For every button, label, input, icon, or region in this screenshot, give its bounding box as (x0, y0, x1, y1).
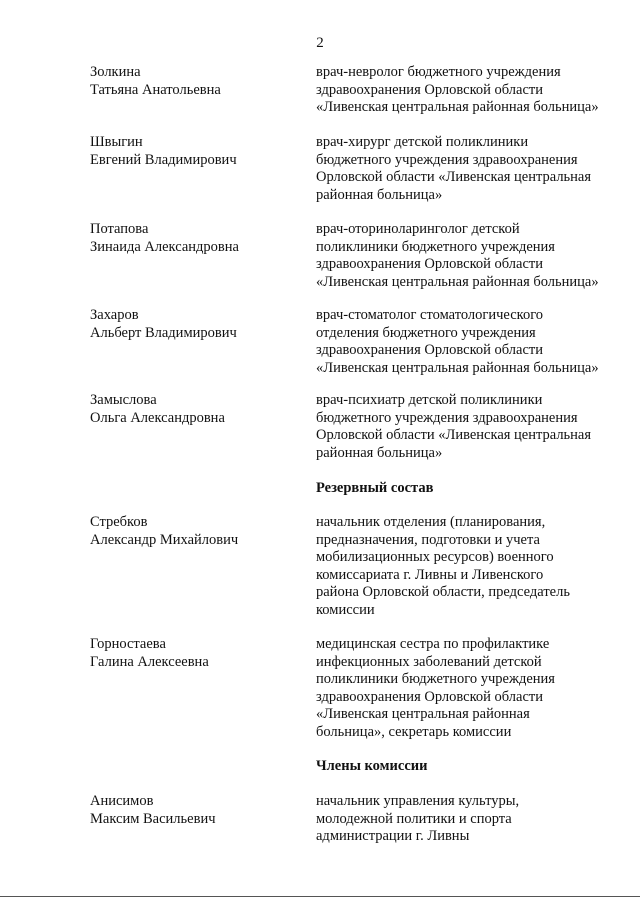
position-line: врач-стоматолог стоматологического (316, 307, 544, 323)
member-position (316, 221, 626, 291)
position-line: «Ливенская центральная районная больница» (316, 273, 599, 290)
position-line: бюджетного учреждения здравоохранения (316, 409, 578, 426)
position-line: врач-оториноларинголог детской (316, 221, 520, 237)
commission-heading: Члены комиссии (316, 758, 428, 774)
position-line: здравоохранения Орловской области (316, 81, 543, 98)
member-name (90, 134, 300, 169)
position-line: врач-психиатр детской поликлиники (316, 392, 543, 408)
position-line: предназначения, подготовки и учета (316, 531, 540, 548)
member-given-names: Зинаида Александровна (90, 238, 239, 255)
position-line: молодежной политики и спорта (316, 810, 512, 827)
member-given-names: Альберт Владимирович (90, 324, 237, 341)
member-name (90, 793, 300, 828)
member-surname: Стребков (90, 514, 148, 530)
position-line: «Ливенская центральная районная (316, 706, 530, 722)
position-line: больница», секретарь комиссии (316, 723, 512, 740)
member-given-names: Евгений Владимирович (90, 151, 237, 168)
member-given-names: Максим Васильевич (90, 810, 216, 827)
position-line: мобилизационных ресурсов) военного (316, 549, 554, 565)
position-line: врач-хирург детской поликлиники (316, 134, 529, 150)
position-line: бюджетного учреждения здравоохранения (316, 151, 578, 168)
member-name (90, 514, 300, 549)
position-line: района Орловской области, председатель (316, 584, 570, 600)
position-line: районная больница» (316, 444, 443, 461)
position-line: здравоохранения Орловской области (316, 256, 543, 272)
member-position (316, 392, 626, 462)
member-given-names: Ольга Александровна (90, 409, 225, 426)
position-line: поликлиники бюджетного учреждения (316, 671, 555, 687)
position-line: «Ливенская центральная районная больница» (316, 359, 599, 376)
member-surname: Швыгин (90, 134, 143, 150)
position-line: «Ливенская центральная районная больница» (316, 99, 599, 115)
position-line: инфекционных заболеваний детской (316, 653, 542, 670)
position-line: комиссариата г. Ливны и Ливенского (316, 566, 544, 583)
position-line: медицинская сестра по профилактике (316, 636, 550, 652)
position-line: здравоохранения Орловской области (316, 688, 543, 705)
position-line: начальник управления культуры, (316, 793, 520, 809)
position-line: начальник отделения (планирования, (316, 514, 546, 530)
member-position (316, 514, 626, 619)
member-name (90, 221, 300, 256)
member-position (316, 793, 626, 846)
position-line: здравоохранения Орловской области (316, 342, 543, 358)
position-line: Орловской области «Ливенская центральная (316, 169, 592, 185)
member-surname: Анисимов (90, 793, 154, 809)
member-name (90, 392, 300, 427)
member-position (316, 307, 626, 377)
member-surname: Потапова (90, 221, 149, 237)
member-name (90, 636, 300, 671)
member-surname: Замыслова (90, 392, 157, 408)
position-line: поликлиники бюджетного учреждения (316, 238, 555, 255)
member-position (316, 64, 626, 117)
member-surname: Золкина (90, 64, 141, 80)
member-given-names: Галина Алексеевна (90, 653, 209, 670)
position-line: администрации г. Ливны (316, 828, 470, 844)
member-given-names: Татьяна Анатольевна (90, 81, 221, 98)
position-line: отделения бюджетного учреждения (316, 324, 536, 341)
position-line: Орловской области «Ливенская центральная (316, 427, 592, 443)
member-position (316, 636, 626, 741)
member-position (316, 134, 626, 204)
page-number: 2 (316, 35, 324, 51)
member-name (90, 64, 300, 99)
reserve-heading: Резервный состав (316, 480, 434, 496)
member-surname: Горностаева (90, 636, 166, 652)
member-name (90, 307, 300, 342)
member-surname: Захаров (90, 307, 139, 323)
position-line: комиссии (316, 601, 375, 618)
page-bottom-edge (0, 896, 640, 897)
position-line: врач-невролог бюджетного учреждения (316, 64, 561, 80)
member-given-names: Александр Михайлович (90, 531, 239, 548)
position-line: районная больница» (316, 186, 443, 203)
